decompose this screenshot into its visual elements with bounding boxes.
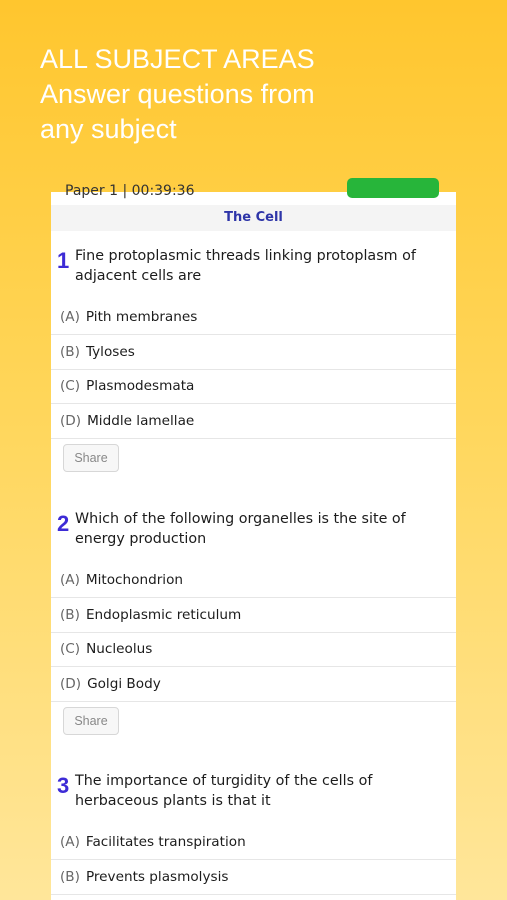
app-screen (51, 183, 456, 900)
answer-option-b[interactable]: (B) Tyloses (51, 335, 456, 370)
promo-title: ALL SUBJECT AREAS (40, 44, 315, 74)
answer-option-c[interactable]: (C) Nucleolus (51, 632, 456, 667)
answer-option-d[interactable]: (D) Middle lamellae (51, 404, 456, 439)
promo-subtitle-line-2: any subject (40, 114, 177, 144)
promo-subtitle-line-1: Answer questions from (40, 79, 315, 109)
promo-headline (40, 42, 315, 147)
answer-option-a[interactable]: (A) Pith membranes (51, 300, 456, 335)
submit-button[interactable] (347, 178, 439, 198)
question-number: 1 (57, 248, 70, 273)
section-title: The Cell (51, 205, 456, 231)
answer-option-b[interactable]: (B) Prevents plasmolysis (51, 860, 456, 895)
answer-option-c[interactable]: (C) Plasmodesmata (51, 369, 456, 404)
share-button[interactable]: Share (63, 707, 119, 735)
question-text: Fine protoplasmic threads linking protoplasm of adjacent cells are (75, 248, 416, 284)
question-number: 3 (57, 773, 70, 798)
answer-option-a[interactable]: (A) Facilitates transpiration (51, 825, 456, 860)
answer-option-a[interactable]: (A) Mitochondrion (51, 563, 456, 598)
share-button[interactable]: Share (63, 444, 119, 472)
paper-timer: Paper 1 | 00:39:36 (65, 183, 195, 199)
question-text: Which of the following organelles is the site of energy production (75, 511, 406, 547)
answer-option-d[interactable]: (D) Golgi Body (51, 667, 456, 702)
question-number: 2 (57, 511, 70, 536)
answer-option-b[interactable]: (B) Endoplasmic reticulum (51, 598, 456, 633)
question-text: The importance of turgidity of the cells of herbaceous plants is that it (75, 773, 373, 809)
exam-header-strip (51, 183, 456, 200)
